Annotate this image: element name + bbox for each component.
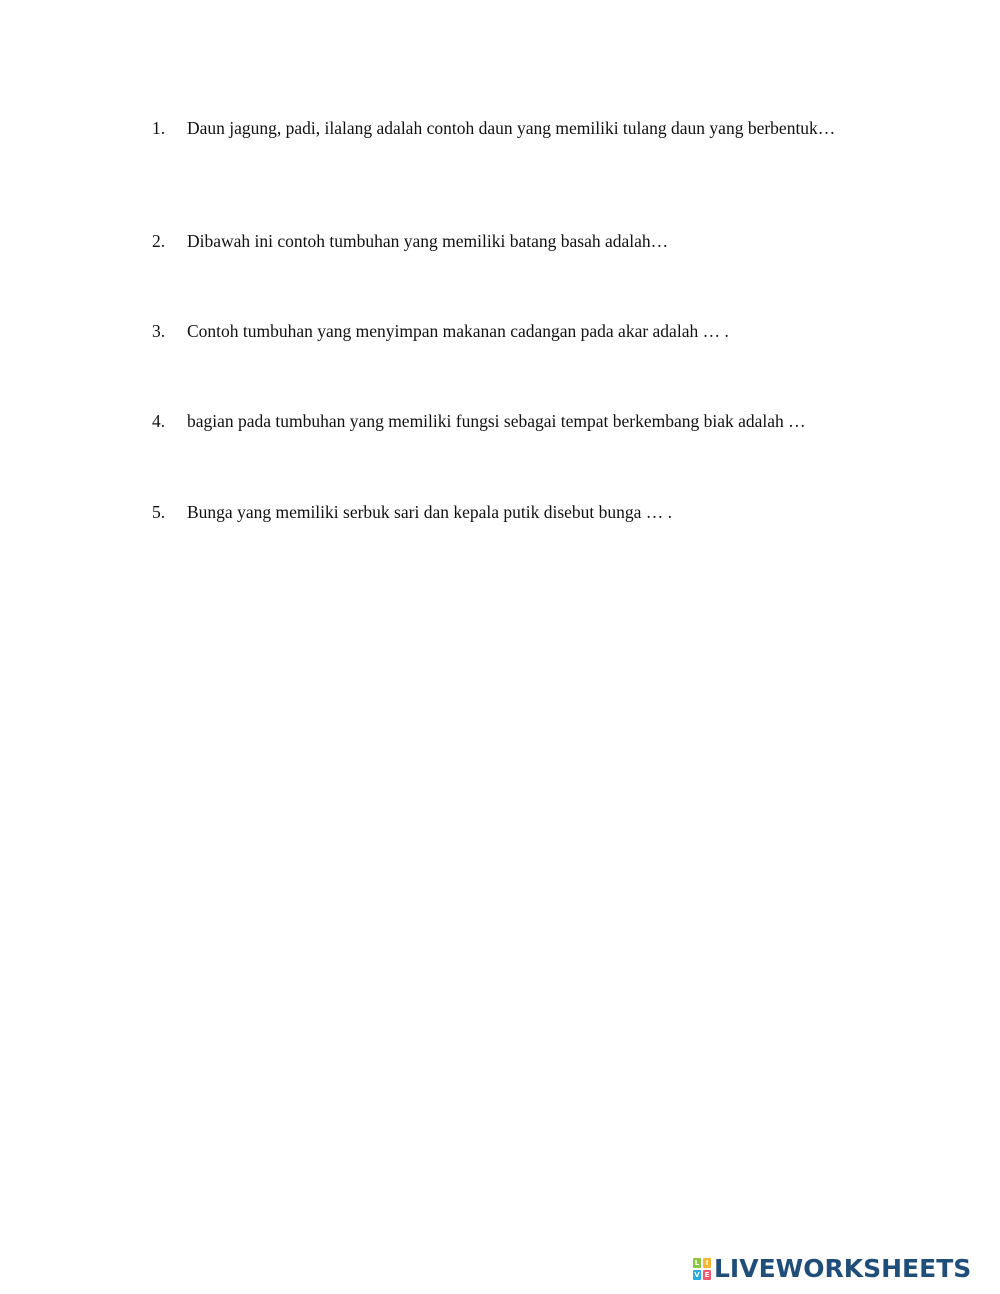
question-text: Bunga yang memiliki serbuk sari dan kepala putik disebut bunga … . — [187, 502, 673, 522]
question-5 — [152, 501, 912, 524]
question-text: Dibawah ini contoh tumbuhan yang memiliki batang basah adalah… — [187, 231, 669, 251]
question-number: 4. — [152, 411, 166, 431]
logo-mark-letter: V — [694, 1271, 700, 1279]
question-4 — [152, 410, 912, 433]
question-1 — [152, 117, 852, 140]
question-3 — [152, 320, 912, 343]
logo-text: LIVEWORKSHEETS — [714, 1254, 972, 1283]
question-number: 3. — [152, 321, 166, 341]
question-number: 5. — [152, 502, 166, 522]
logo-mark-letter: L — [694, 1259, 700, 1267]
question-text: Contoh tumbuhan yang menyimpan makanan cadangan pada akar adalah … . — [187, 321, 729, 341]
logo-mark-letter: I — [703, 1258, 711, 1268]
question-number: 2. — [152, 231, 166, 251]
question-text: bagian pada tumbuhan yang memiliki fungsi sebagai tempat berkembang biak adalah … — [187, 411, 806, 431]
logo-mark-letter: E — [704, 1271, 710, 1279]
liveworksheets-logo — [693, 1256, 971, 1282]
logo-mark-icon — [693, 1258, 711, 1280]
question-text: Daun jagung, padi, ilalang adalah contoh daun yang memiliki tulang daun yang berbentuk… — [187, 118, 836, 138]
question-number: 1. — [152, 118, 166, 138]
question-2 — [152, 230, 912, 253]
